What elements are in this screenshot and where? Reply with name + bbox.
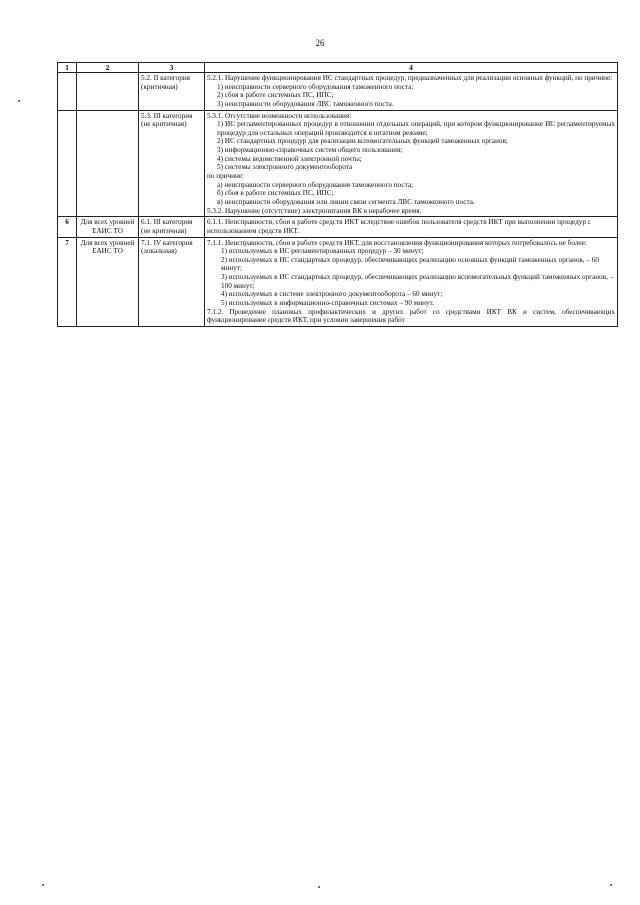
column-header: 3 — [139, 63, 205, 73]
table-row — [58, 110, 618, 217]
scan-speck — [610, 884, 612, 886]
description-line: 5) системы электронного документооборота — [217, 163, 353, 172]
row-number — [58, 73, 77, 111]
description-line: 1) используемых в ИС регламентированных процедур – 30 минут; — [221, 247, 424, 256]
row-description — [205, 237, 618, 326]
column-header: 1 — [58, 63, 77, 73]
description-line: 5.3.2. Нарушение (отсутствие) электропитания ВК в нерабочее время. — [207, 206, 422, 215]
table-header-row — [58, 63, 618, 73]
scan-speck — [18, 100, 20, 102]
description-line: 1) неисправности серверного оборудования таможенного поста; — [217, 82, 414, 91]
table-row — [58, 237, 618, 326]
description-line: 3) используемых в ИС стандартных процедур, обеспечивающих реализацию вспомогательных функций таможенных органов, – 100 минут; — [221, 273, 614, 290]
row-category: 7.1. IV категория (локальная) — [139, 237, 205, 326]
description-line: 4) используемых в системе электронного документооборота – 60 минут; — [221, 290, 443, 299]
row-description — [205, 110, 618, 217]
column-header: 2 — [77, 63, 139, 73]
description-line: 6.1.1. Неисправности, сбои в работе средств ИКТ вследствие ошибок пользователя средств ИКТ при выполнении процедур с использованием средств ИКТ. — [207, 218, 591, 235]
row-category: 6.1. III категория (не критичная) — [139, 217, 205, 237]
row-description — [205, 73, 618, 111]
description-line: а) неисправности серверного оборудования таможенного поста; — [217, 180, 414, 189]
row-levels: Для всех уровней ЕАИС ТО — [77, 237, 139, 326]
scan-speck — [318, 886, 320, 888]
row-levels — [77, 110, 139, 217]
description-line: 1) ИС регламентированных процедур в отношении отдельных операций, при котором функционирование ИС регламентируемых процедур для остальных операций производится в штатном режиме; — [217, 120, 615, 137]
row-description — [205, 217, 618, 237]
description-line: 7.1.1. Неисправности, сбои в работе средств ИКТ, для восстановления функционирования которых потребовалось не более: — [207, 238, 587, 247]
row-category: 5.2. II категория (критичная) — [139, 73, 205, 111]
table-row — [58, 73, 618, 111]
description-line: 3) неисправности оборудования ЛВС таможенного поста. — [217, 99, 394, 108]
description-line: 3) информационно-справочных систем общего пользования; — [217, 146, 403, 155]
row-number: 7 — [58, 237, 77, 326]
description-line: 5) используемых в информационно-справочных системах – 90 минут. — [221, 299, 434, 308]
row-category: 5.3. III категория (не критичная) — [139, 110, 205, 217]
incident-category-table — [57, 62, 618, 327]
description-line: в) неисправности оборудования или линии связи сегмента ЛВС таможенного поста. — [217, 197, 475, 206]
description-line: 7.1.2. Проведение плановых профилактических и других работ со средствами ИКТ ВК и систем, обеспечивающих функционирование средств ИКТ, при условии завершения работ — [207, 307, 615, 325]
description-line: б) сбоя в работе системных ПС, ИПС; — [217, 189, 334, 198]
description-line: 5.3.1. Отсутствие возможности использования: — [207, 111, 352, 120]
scan-speck — [42, 884, 44, 886]
description-line: 2) используемых в ИС стандартных процедур, обеспечивающих реализацию основных функций таможенных органов, – 60 минут; — [221, 255, 599, 273]
description-line: 4) системы ведомственной электронной почты; — [217, 154, 362, 163]
description-line: по причине: — [207, 172, 245, 181]
row-levels — [77, 73, 139, 111]
row-number — [58, 110, 77, 217]
column-header: 4 — [205, 63, 618, 73]
row-levels: Для всех уровней ЕАИС ТО — [77, 217, 139, 237]
description-line: 5.2.1. Нарушение функционирования ИС стандартных процедур, предназначенных для реализации основных функций, по причине: — [207, 74, 613, 82]
row-number: 6 — [58, 217, 77, 237]
page-number: 26 — [315, 38, 325, 48]
description-line: 2) сбоя в работе системных ПС, ИПС; — [217, 91, 334, 100]
description-line: 2) ИС стандартных процедур для реализации вспомогательных функций таможенных органов; — [217, 137, 508, 146]
table-row — [58, 217, 618, 237]
